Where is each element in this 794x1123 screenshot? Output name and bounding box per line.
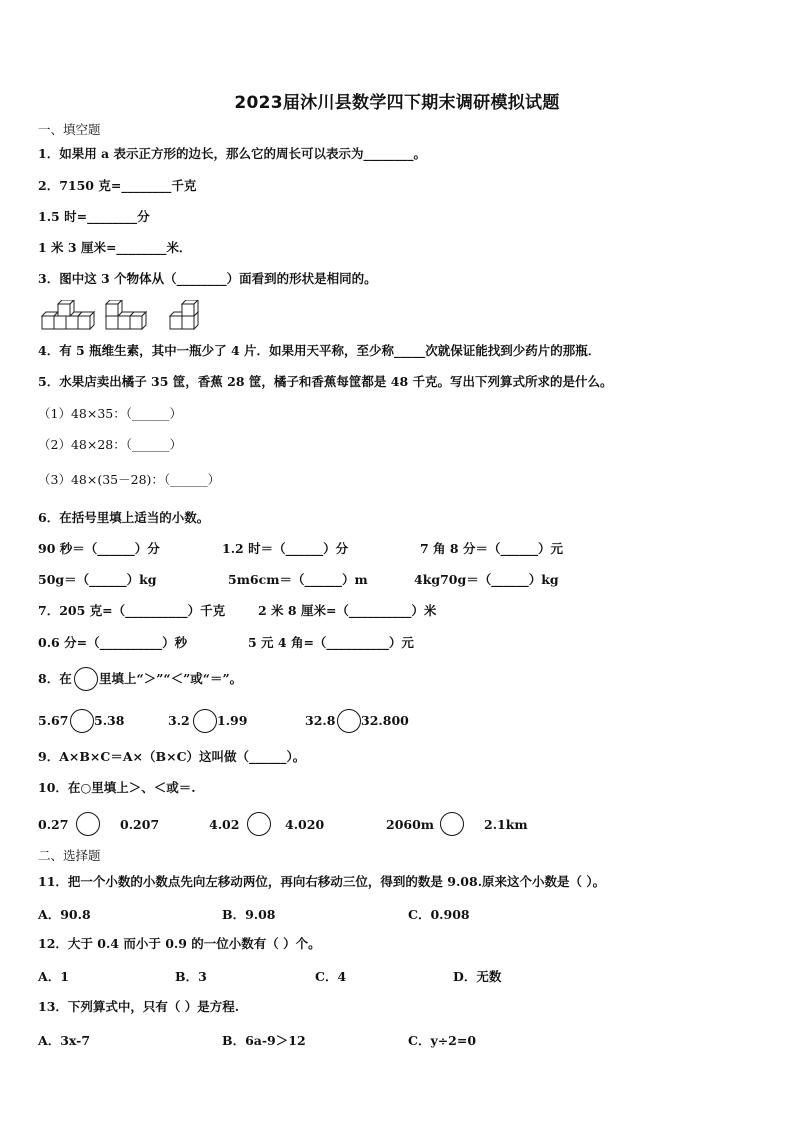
section-multiple-choice: 二、选择题 [38, 848, 101, 863]
question-8-suffix: 里填上“＞”“＜”或“＝”。 [99, 671, 243, 686]
question-7-a2: 2 米 8 厘米=（__________）米 [258, 603, 437, 618]
q12-option-b[interactable]: B．3 [175, 969, 207, 984]
question-5: 5．水果店卖出橘子 35 筐，香蕉 28 筐，橘子和香蕉每筐都是 48 千克。写出下列算式所求的是什么。 [38, 374, 613, 389]
question-7-b1: 0.6 分=（__________）秒 [38, 635, 188, 650]
q10a-right: 0.207 [120, 817, 160, 832]
question-5-part-2: （2）48×28：（______） [38, 437, 182, 452]
question-11: 11．把一个小数的小数点先向左移动两位，再向右移动三位，得到的数是 9.08.原来这个小数是（ ）。 [38, 874, 606, 889]
q8c-compare-circle[interactable] [337, 709, 361, 733]
q10a-left: 0.27 [38, 817, 69, 832]
q10b-compare-circle[interactable] [247, 812, 271, 836]
question-2c: 1 米 3 厘米=________米． [38, 240, 192, 255]
question-8-prefix: 8．在 [38, 671, 72, 686]
q12-option-c[interactable]: C．4 [315, 969, 347, 984]
q11-option-b[interactable]: B．9.08 [222, 907, 276, 922]
q10c-right: 2.1km [484, 817, 528, 832]
cube-objects-figure [40, 300, 210, 334]
question-7-b2: 5 元 4 角=（__________）元 [248, 635, 414, 650]
question-1: 1．如果用 a 表示正方形的边长，那么它的周长可以表示为________。 [38, 146, 427, 161]
question-9: 9．A×B×C＝A×（B×C）这叫做（______）。 [38, 749, 306, 764]
q11-option-c[interactable]: C．0.908 [408, 907, 470, 922]
q8a-right: 5.38 [94, 713, 125, 728]
q8b-left: 3.2 [168, 713, 190, 728]
q11-option-a[interactable]: A．90.8 [38, 907, 91, 922]
question-12: 12．大于 0.4 而小于 0.9 的一位小数有（ ）个。 [38, 936, 321, 951]
q12-option-d[interactable]: D．无数 [453, 969, 502, 984]
q8c-left: 32.8 [305, 713, 336, 728]
question-4: 4．有 5 瓶维生素，其中一瓶少了 4 片．如果用天平称，至少称_____次就保证能找到少药片的那瓶． [38, 343, 601, 358]
question-10: 10．在○里填上＞、＜或＝. [38, 780, 196, 795]
q13-option-a[interactable]: A．3x-7 [38, 1033, 91, 1048]
question-5-part-3: （3）48×(35－28)：（______） [38, 472, 221, 487]
q13-option-b[interactable]: B．6a-9＞12 [222, 1033, 306, 1048]
q8b-compare-circle[interactable] [193, 709, 217, 733]
question-6-a1: 90 秒＝（______）分 [38, 541, 160, 556]
question-2a: 2．7150 克=________千克 [38, 178, 197, 193]
question-6: 6．在括号里填上适当的小数。 [38, 510, 210, 525]
question-5-part-1: （1）48×35：（______） [38, 406, 182, 421]
q8a-compare-circle[interactable] [70, 709, 94, 733]
question-3: 3．图中这 3 个物体从（________）面看到的形状是相同的。 [38, 271, 377, 286]
section-fill-in: 一、填空题 [38, 122, 101, 137]
page-title: 2023届沐川县数学四下期末调研模拟试题 [234, 93, 560, 113]
q10a-compare-circle[interactable] [76, 812, 100, 836]
q8c-right: 32.800 [361, 713, 409, 728]
q10b-right: 4.020 [285, 817, 325, 832]
compare-circle-example [74, 667, 98, 691]
question-6-a2: 1.2 时＝（______）分 [222, 541, 349, 556]
q8b-right: 1.99 [217, 713, 248, 728]
question-7-a1: 7．205 克=（__________）千克 [38, 603, 226, 618]
q10c-left: 2060m [386, 817, 435, 832]
question-6-b1: 50g＝（______）kg [38, 572, 157, 587]
question-13: 13．下列算式中，只有（ ）是方程. [38, 999, 240, 1014]
q13-option-c[interactable]: C．y÷2=0 [408, 1033, 477, 1048]
question-6-b3: 4kg70g＝（______）kg [414, 572, 559, 587]
q8a-left: 5.67 [38, 713, 69, 728]
question-2b: 1.5 时=________分 [38, 209, 150, 224]
question-6-a3: 7 角 8 分＝（______）元 [420, 541, 563, 556]
q12-option-a[interactable]: A．1 [38, 969, 69, 984]
question-6-b2: 5m6cm＝（______）m [228, 572, 368, 587]
q10c-compare-circle[interactable] [440, 812, 464, 836]
q10b-left: 4.02 [209, 817, 240, 832]
